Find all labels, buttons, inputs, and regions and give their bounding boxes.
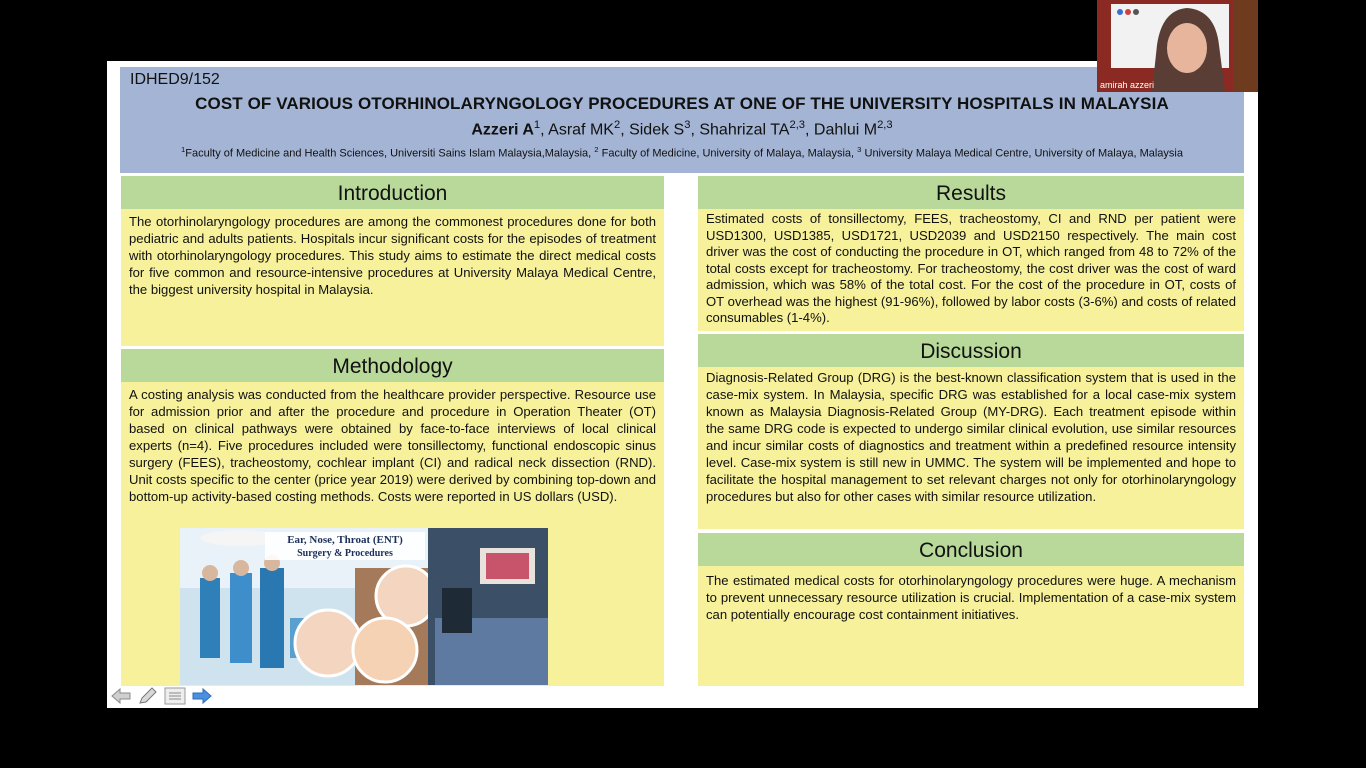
ent-procedures-image (180, 528, 548, 685)
discussion-heading: Discussion (698, 334, 1244, 367)
introduction-heading: Introduction (121, 176, 664, 209)
participant-video[interactable] (1097, 0, 1258, 92)
results-heading: Results (698, 176, 1244, 209)
poster-header (120, 67, 1244, 173)
results-section (698, 176, 1244, 331)
participant-name: amirah azzeri (1100, 80, 1155, 90)
poster-affiliations: $^1$Faculty of Medicine and Health Sciences, Universiti Sains Islam Malaysia,Malaysia, $^2$ Faculty of Medicine, University of Malaya, Malaysia, $^3$ University Malaya Medical Centre, University of Malaya, Malaysia (181, 145, 1183, 160)
poster-authors: Azzeri $A^1$, Asraf $MK^2$, Sidek $S^3$, Shahrizal TA$^{2,3}$, Dahlui M$^{2,3}$ (471, 119, 893, 139)
arrow-left-icon[interactable] (110, 687, 132, 705)
conclusion-heading: Conclusion (698, 533, 1244, 566)
lead-author: Azzeri A (471, 121, 534, 139)
pen-icon[interactable] (137, 687, 159, 705)
results-body: Estimated costs of tonsillectomy, FEES, tracheostomy, CI and RND per patient were USD1300, USD1385, USD1721, USD2039 and USD2150 respectively. The main cost driver was the cost of conducting the procedure in OT, which ranged from 48 to 72% of the total costs except for tracheostomy. For tracheostomy, the cost driver was the cost of ward admission, which was 58% of the total cost. For the cost of the procedure in OT, costs of OT overhead was the highest (91-96%), followed by labor costs (3-6%) and costs of related consumables (1-4%). (706, 211, 1236, 325)
methodology-body: A costing analysis was conducted from the healthcare provider perspective. Resource use for admission prior and after the procedure and procedure in Operation Theater (OT) based on clinical pathways were obtained by face-to-face interviews of local clinical experts (n=4). Five procedures included were tonsillectomy, functional endoscopic sinus surgery (FEES), tracheostomy, cochlear implant (CI) and radical neck dissection (RND). Unit costs specific to the center (price year 2019) were derived by combining top-down and bottom-up activity-based costing methods. Costs were reported in US dollars (USD). (129, 387, 656, 504)
poster-title: COST OF VARIOUS OTORHINOLARYNGOLOGY PROCEDURES AT ONE OF THE UNIVERSITY HOSPITALS IN MALAYSIA (195, 94, 1169, 113)
methodology-heading: Methodology (121, 349, 664, 382)
conclusion-section (698, 533, 1244, 686)
introduction-body: The otorhinolaryngology procedures are among the commonest procedures done for both pediatric and adults patients. Hospitals incur significant costs for the episodes of treatment with otorhinolaryngology procedures. This study aims to estimate the direct medical costs for five common and resource-intensive procedures at University Malaya Medical Centre, the biggest university hospital in Malaysia. (129, 214, 656, 297)
menu-icon[interactable] (164, 687, 186, 705)
arrow-right-icon[interactable] (191, 687, 213, 705)
conclusion-body: The estimated medical costs for otorhinolaryngology procedures were huge. A mechanism to prevent unnecessary resource utilization is crucial. Implementation of a case-mix system can potentially encourage cost containment initiatives. (706, 573, 1236, 622)
poster-code: IDHED9/152 (130, 71, 220, 88)
introduction-section (121, 176, 664, 346)
discussion-body: Diagnosis-Related Group (DRG) is the best-known classification system that is used in the case-mix system. In Malaysia, specific DRG was established for a local case-mix system known as Malaysia Diagnosis-Related Group (MY-DRG). Each treatment episode within the same DRG code is expected to undergo similar clinical evolution, use similar resources and incur similar costs of diagnostics and treatment within a predefined resource intensity level. Case-mix system is still new in UMMC. The system will be implemented and hope to facilitate the hospital management to set relevant charges not only for otorhinolaryngology procedures but also for other cases with similar resource utilization. (706, 370, 1236, 504)
ent-banner-line1: Ear, Nose, Throat (ENT) (287, 534, 403, 546)
ent-banner-line2: Surgery & Procedures (297, 548, 393, 559)
discussion-section (698, 334, 1244, 529)
slideshow-controls (110, 686, 213, 706)
